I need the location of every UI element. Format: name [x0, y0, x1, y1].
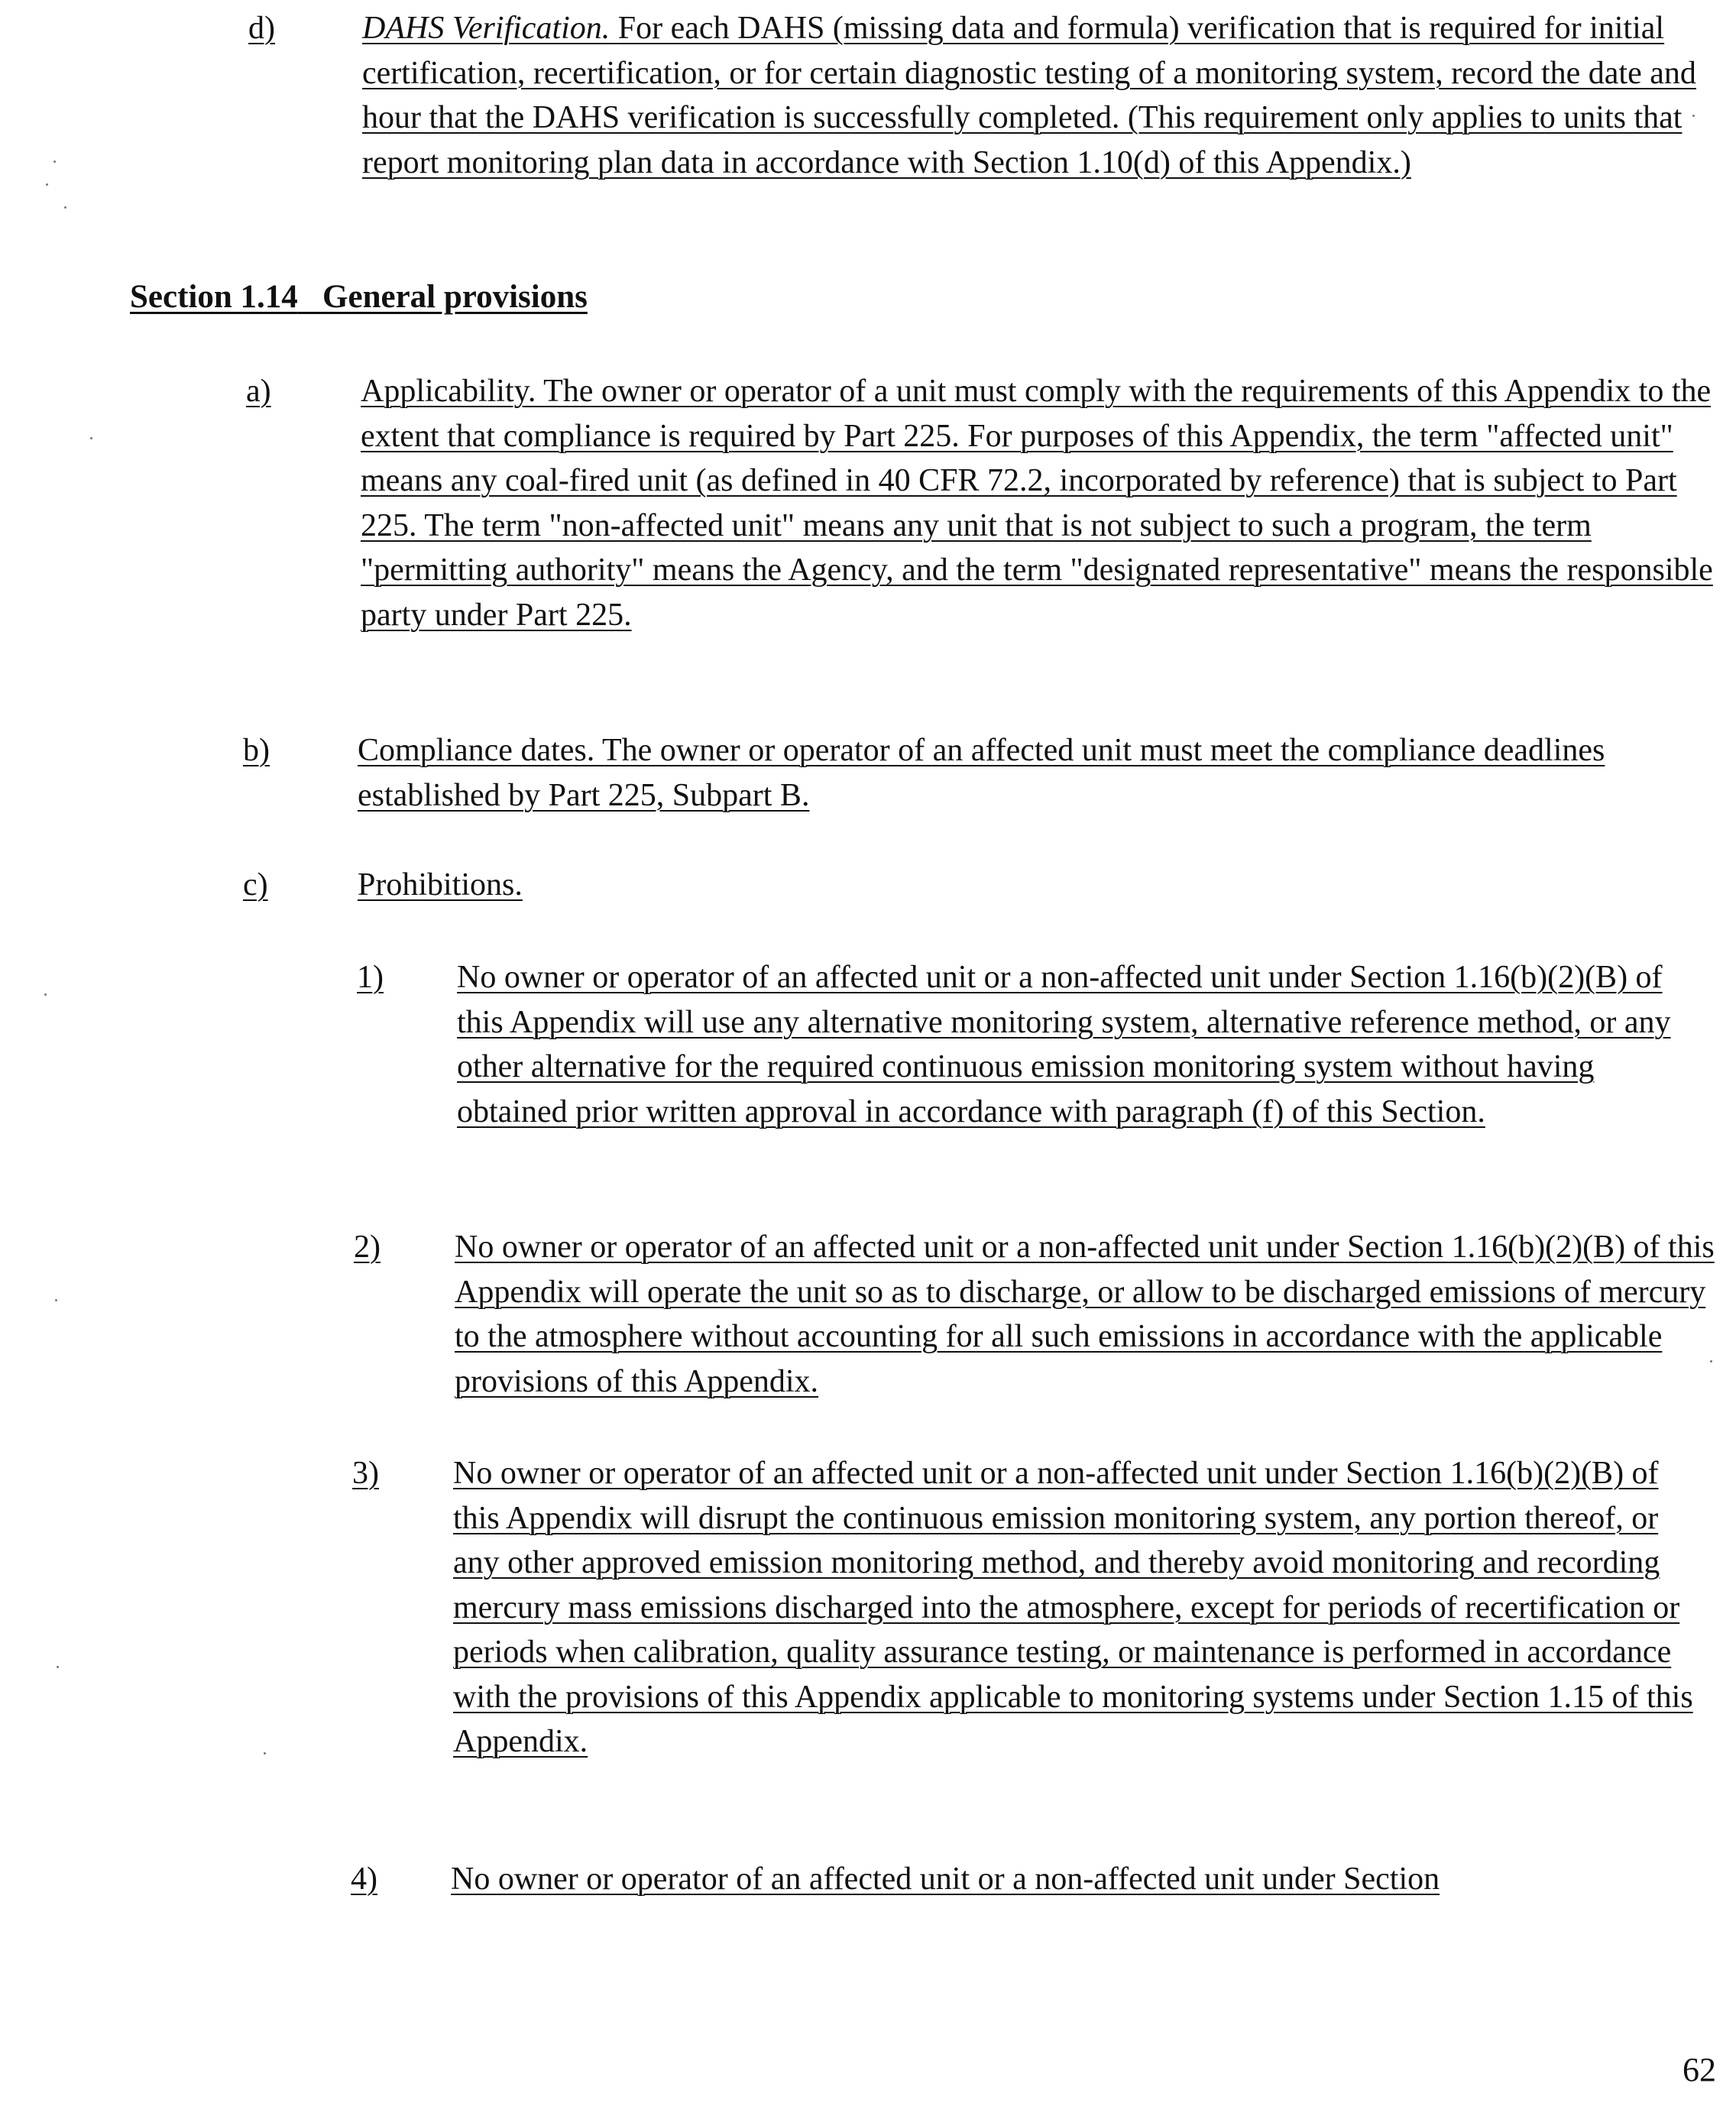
- paragraph-c-text: Prohibitions.: [358, 867, 523, 902]
- scan-speck: [44, 993, 47, 996]
- scan-speck: [90, 437, 92, 439]
- section-number: Section 1.14: [130, 279, 298, 315]
- section-title: General provisions: [322, 279, 588, 315]
- subparagraph-1-label: 1): [357, 960, 384, 995]
- section-heading: [130, 275, 588, 319]
- paragraph-c-label: c): [243, 867, 268, 902]
- item-d-text: For each DAHS (missing data and formula) verification that is required for initial certification, recertification, or for certain diagnostic testing of a monitoring system, record the date and hour that the DAHS verification is successfully completed. (This requirement only applies to units that report monitoring plan data in accordance with Section 1.10(d) of this Appendix.): [362, 11, 1696, 180]
- scan-speck: [264, 1752, 266, 1755]
- scan-speck: [57, 1666, 59, 1668]
- subparagraph-3-label: 3): [352, 1456, 379, 1491]
- paragraph-a-text: Applicability. The owner or operator of a unit must comply with the requirements of this Appendix to the extent that compliance is required by Part 225. For purposes of this Appendix, the term "affected unit" means any coal-fired unit (as defined in 40 CFR 72.2, incorporated by reference) that is subject to Part 225. The term "non-affected unit" means any unit that is not subject to such a program, the term "permitting authority" means the Agency, and the term "designated representative" means the responsible party under Part 225.: [361, 374, 1713, 633]
- subparagraph-4-label: 4): [351, 1862, 377, 1897]
- scan-speck: [1710, 1360, 1712, 1363]
- item-d-label: d): [248, 11, 275, 46]
- scan-speck: [55, 1299, 57, 1301]
- item-d-body: [362, 6, 1707, 185]
- page-number: 62: [1683, 2051, 1716, 2088]
- paragraph-b-label: b): [243, 733, 270, 768]
- paragraph-b-text: Compliance dates. The owner or operator of an affected unit must meet the compliance deadlines established by Part 225, Subpart B.: [358, 733, 1605, 813]
- subparagraph-3-text: No owner or operator of an affected unit or a non-affected unit under Section 1.16(b)(2)(B) of this Appendix will disrupt the continuous emission monitoring system, any portion thereof, or any other approved emission monitoring method, and thereby avoid monitoring and recording mercury mass emissions discharged into the atmosphere, except for periods of recertification or periods when calibration, quality assurance testing, or maintenance is performed in accordance with the provisions of this Appendix applicable to monitoring systems under Section 1.15 of this Appendix.: [453, 1456, 1693, 1759]
- item-d-title: DAHS Verification.: [362, 11, 611, 46]
- subparagraph-4-text: No owner or operator of an affected unit or a non-affected unit under Section: [451, 1862, 1440, 1897]
- subparagraph-1-text: No owner or operator of an affected unit or a non-affected unit under Section 1.16(b)(2)(B) of this Appendix will use any alternative monitoring system, alternative reference method, or any other alternative for the required continuous emission monitoring system without having obtained prior written approval in accordance with paragraph (f) of this Section.: [457, 960, 1671, 1129]
- paragraph-a-label: a): [246, 374, 271, 409]
- scan-speck: [64, 206, 66, 209]
- scan-speck: [53, 160, 56, 163]
- subparagraph-2-text: No owner or operator of an affected unit or a non-affected unit under Section 1.16(b)(2)(B) of this Appendix will operate the unit so as to discharge, or allow to be discharged emissions of mercury to the atmosphere without accounting for all such emissions in accordance with the applicable provisions of this Appendix.: [455, 1230, 1715, 1399]
- subparagraph-2-label: 2): [354, 1230, 381, 1265]
- scan-speck: [46, 183, 48, 186]
- scan-speck: [1692, 115, 1695, 117]
